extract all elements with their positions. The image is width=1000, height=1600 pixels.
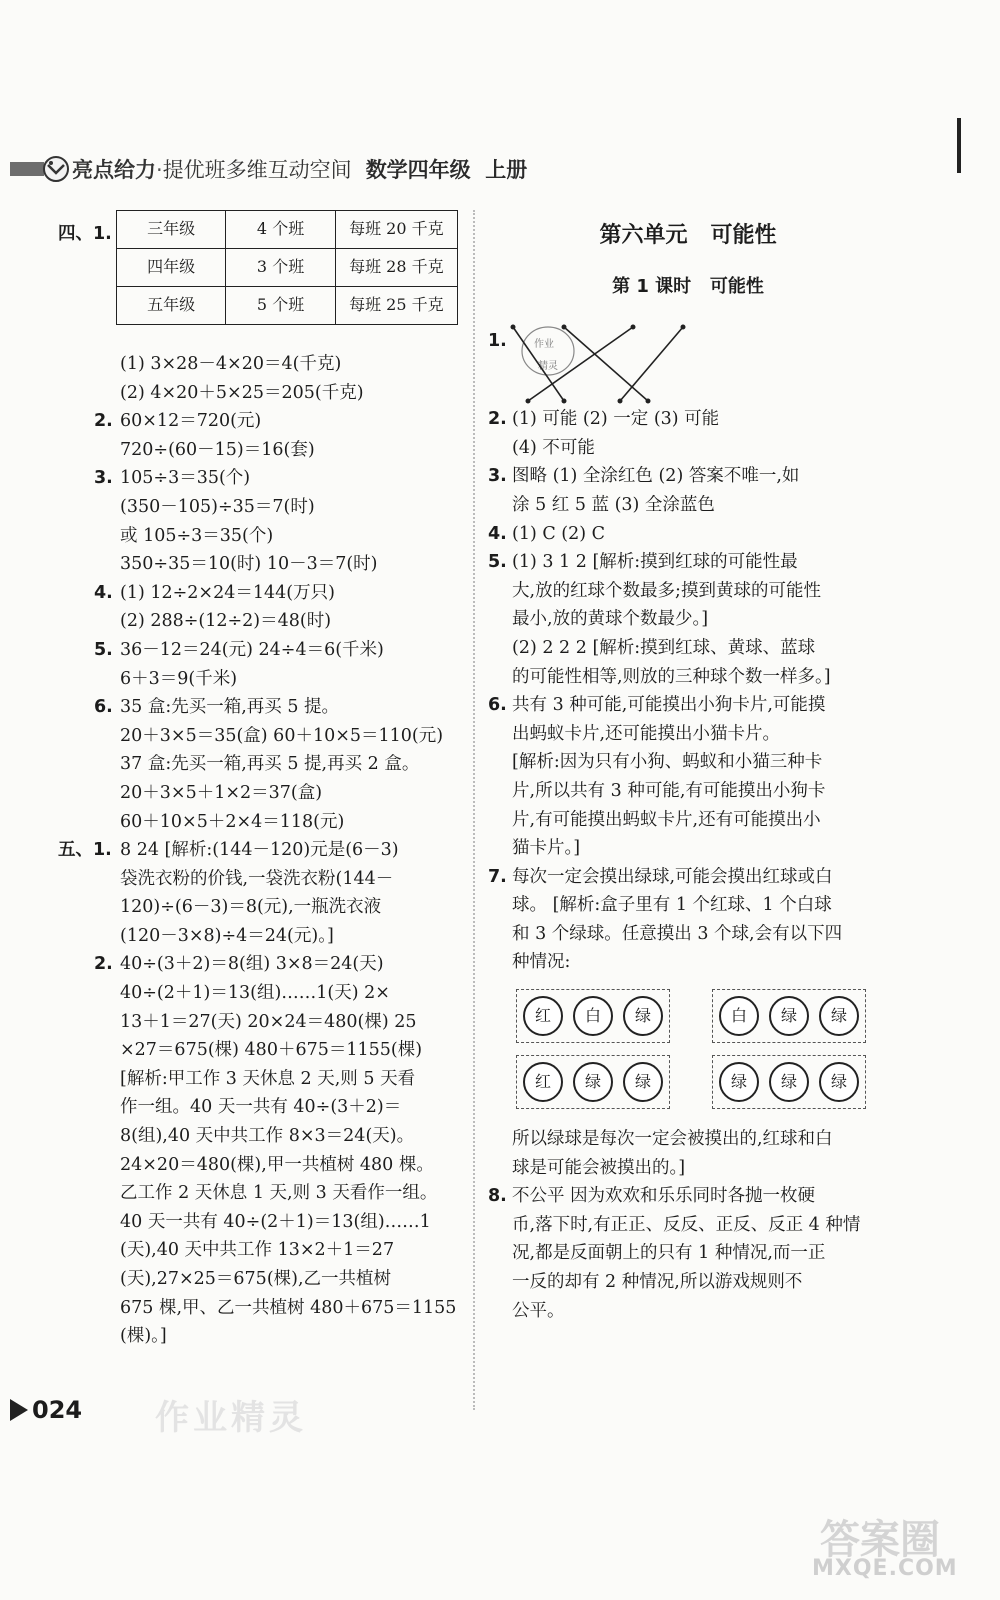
match-dot — [681, 325, 686, 330]
table-cell: 3 个班 — [226, 249, 335, 287]
answer-line: 720÷(60－15)＝16(套) — [120, 439, 315, 460]
question-number: 6. — [488, 695, 507, 716]
table-cell: 4 个班 — [226, 211, 335, 249]
ball-diagram — [488, 983, 888, 1125]
match-dot — [526, 399, 531, 404]
question-2 — [488, 405, 888, 434]
answer-line: 片,有可能摸出蚂蚁卡片,还有可能摸出小 — [512, 809, 821, 830]
ball-group — [516, 989, 670, 1043]
answer-line: 的可能性相等,则放的三种球个数一样多。] — [512, 666, 831, 687]
matching-diagram — [488, 319, 888, 405]
header-grade: 数学四年级 上册 — [365, 158, 528, 182]
answer-line: 球。 [解析:盒子里有 1 个红球、1 个白球 — [512, 895, 832, 916]
section-4-label: 四、1. — [58, 224, 112, 244]
question-8 — [488, 1182, 888, 1211]
answer-line: 出蚂蚁卡片,还可能摸出小猫卡片。 — [512, 723, 781, 744]
match-dot — [618, 399, 623, 404]
watermark-url: MXQE.COM — [812, 1556, 958, 1581]
answer-line: 37 盒:先买一箱,再买 5 提,再买 2 盒。 — [120, 754, 420, 775]
question-3 — [58, 464, 458, 493]
right-column — [488, 210, 888, 1325]
answer-line: 36－12＝24(元) 24÷4＝6(千米) — [120, 639, 384, 660]
answer-line: 片,所以共有 3 种可能,有可能摸出小狗卡 — [512, 780, 826, 801]
answer-line: (天),40 天中共工作 13×2＋1＝27 — [120, 1240, 395, 1261]
answer-line: 40 天一共有 40÷(2＋1)＝13(组)……1 — [120, 1211, 431, 1232]
answer-line: 或 105÷3＝35(个) — [120, 525, 274, 546]
data-table — [116, 210, 458, 325]
question-number: 5. — [94, 639, 113, 660]
answer-line: 120)÷(6－3)＝8(元),一瓶洗衣液 — [120, 897, 382, 918]
section-5-label: 五、1. — [58, 840, 112, 861]
answer-line: 图略 (1) 全涂红色 (2) 答案不唯一,如 — [512, 466, 800, 487]
answer-line: (1) C (2) C — [512, 523, 606, 544]
table-cell: 5 个班 — [226, 287, 335, 325]
stamp-text-2: 精灵 — [538, 361, 558, 373]
match-line — [528, 327, 633, 401]
question-number: 2. — [94, 954, 113, 975]
table-cell: 每班 20 千克 — [335, 211, 457, 249]
question-number: 1. — [488, 331, 507, 352]
answer-line: 袋洗衣粉的价钱,一袋洗衣粉(144－ — [120, 868, 394, 889]
ball-group — [712, 1055, 866, 1109]
table-cell: 五年级 — [117, 287, 226, 325]
question-number: 6. — [94, 697, 113, 718]
answer-line: 13＋1＝27(天) 20×24＝480(棵) 25 — [120, 1011, 417, 1032]
answer-line: 20＋3×5＋1×2＝37(盒) — [120, 782, 323, 803]
header-title — [72, 154, 527, 184]
question-number: 2. — [94, 411, 113, 432]
answer-line: 105÷3＝35(个) — [120, 468, 251, 489]
stamp-text-1: 作业 — [534, 339, 554, 351]
page-number — [10, 1396, 82, 1424]
answer-line: 作一组。40 天一共有 40÷(3＋2)＝ — [120, 1097, 402, 1118]
ball: 红 — [523, 1062, 563, 1102]
answer-line: (4) 不可能 — [512, 437, 595, 458]
answer-line: 60×12＝720(元) — [120, 411, 262, 432]
answer-line: 球是可能会被摸出的。] — [512, 1157, 686, 1178]
ball: 绿 — [573, 1062, 613, 1102]
answer-line: 每次一定会摸出绿球,可能会摸出红球或白 — [512, 866, 833, 887]
question-5 — [58, 636, 458, 665]
answer-line: 40÷(2＋1)＝13(组)……1(天) 2× — [120, 983, 390, 1004]
ball: 绿 — [819, 996, 859, 1036]
question-number: 2. — [488, 409, 507, 430]
answer-line: 最小,放的黄球个数最少。] — [512, 609, 709, 630]
answer-line: 35 盒:先买一箱,再买 5 提。 — [120, 697, 340, 718]
question-2 — [58, 407, 458, 436]
answer-line: (120－3×8)÷4＝24(元)。] — [120, 925, 334, 946]
page-number-text: 024 — [32, 1396, 83, 1424]
table-cell: 四年级 — [117, 249, 226, 287]
ball: 绿 — [623, 1062, 663, 1102]
left-column — [58, 210, 458, 1351]
table-row — [117, 249, 458, 287]
ball-group — [516, 1055, 670, 1109]
question-3 — [488, 462, 888, 491]
ball: 绿 — [769, 1062, 809, 1102]
unit-title: 第六单元 可能性 — [599, 223, 777, 248]
answer-line: (1) 可能 (2) 一定 (3) 可能 — [512, 409, 720, 430]
answer-line: ×27＝675(棵) 480＋675＝1155(棵) — [120, 1040, 423, 1061]
question-5 — [488, 548, 888, 577]
header-subtitle: 提优班多维互动空间 — [162, 158, 352, 182]
table-cell: 每班 25 千克 — [335, 287, 457, 325]
answer-line: 不公平 因为欢欢和乐乐同时各抛一枚硬 — [512, 1186, 816, 1207]
answer-line: 猫卡片。] — [512, 838, 581, 859]
answer-line: 公平。 — [512, 1300, 565, 1321]
answer-line: 8 24 [解析:(144－120)元是(6－3) — [120, 840, 399, 861]
answer-line: [解析:甲工作 3 天休息 2 天,则 5 天看 — [120, 1068, 416, 1089]
question-6 — [58, 693, 458, 722]
answer-line: (2) 4×20＋5×25＝205(千克) — [120, 382, 364, 403]
answer-line: 6＋3＝9(千米) — [120, 668, 238, 689]
header-brand: 亮点给力 — [72, 158, 156, 182]
answer-line: 况,都是反面朝上的只有 1 种情况,而一正 — [512, 1243, 826, 1264]
section-5-q1 — [58, 836, 458, 865]
answer-line: [解析:因为只有小狗、蚂蚁和小猫三种卡 — [512, 752, 823, 773]
question-number: 4. — [488, 523, 507, 544]
table-cell: 三年级 — [117, 211, 226, 249]
answer-line: 8(组),40 天中共工作 8×3＝24(天)。 — [120, 1126, 415, 1147]
lesson-title: 第 1 课时 可能性 — [612, 275, 764, 297]
answer-line: 24×20＝480(棵),甲一共植树 480 棵。 — [120, 1154, 434, 1175]
answer-line: (1) 3 1 2 [解析:摸到红球的可能性最 — [512, 552, 798, 573]
section-4-q1 — [58, 210, 458, 350]
column-divider — [473, 210, 475, 1410]
question-6 — [488, 691, 888, 720]
answer-line: (1) 3×28－4×20＝4(千克) — [120, 354, 342, 374]
answer-line: 共有 3 种可能,可能摸出小狗卡片,可能摸 — [512, 695, 826, 716]
question-4 — [488, 520, 888, 549]
ball: 白 — [573, 996, 613, 1036]
match-line — [620, 327, 683, 401]
answer-line: (2) 2 2 2 [解析:摸到红球、黄球、蓝球 — [512, 637, 816, 658]
answer-line: 和 3 个绿球。任意摸出 3 个球,会有以下四 — [512, 923, 843, 944]
answer-line: 币,落下时,有正正、反反、正反、反正 4 种情 — [512, 1214, 861, 1235]
table-cell: 每班 28 千克 — [335, 249, 457, 287]
ball: 绿 — [719, 1062, 759, 1102]
question-7 — [488, 863, 888, 892]
answer-line: 350÷35＝10(时) 10－3＝7(时) — [120, 554, 378, 575]
brand-logo-icon — [10, 156, 70, 182]
question-number: 8. — [488, 1186, 507, 1207]
question-number: 4. — [94, 582, 113, 603]
answer-line: 所以绿球是每次一定会被摸出的,红球和白 — [512, 1129, 833, 1150]
table-row — [117, 287, 458, 325]
match-dot — [511, 325, 516, 330]
ball-group — [712, 989, 866, 1043]
question-number: 3. — [94, 468, 113, 489]
answer-line: 种情况: — [512, 952, 571, 973]
answer-line: 乙工作 2 天休息 1 天,则 3 天看作一组。 — [120, 1183, 438, 1204]
match-dot — [646, 399, 651, 404]
table-row — [117, 211, 458, 249]
matching-lines — [508, 319, 708, 405]
answer-line: 40÷(3＋2)＝8(组) 3×8＝24(天) — [120, 954, 384, 975]
play-triangle-icon — [10, 1399, 28, 1421]
page-header — [0, 150, 1000, 190]
section-5-q2 — [58, 950, 458, 979]
match-dot — [562, 325, 567, 330]
match-dot — [562, 399, 567, 404]
answer-line: (2) 288÷(12÷2)＝48(时) — [120, 611, 332, 632]
answer-line: (350－105)÷35＝7(时) — [120, 496, 315, 517]
answer-line: 20＋3×5＝35(盒) 60＋10×5＝110(元) — [120, 725, 444, 746]
question-4 — [58, 579, 458, 608]
ball: 红 — [523, 996, 563, 1036]
question-number: 3. — [488, 466, 507, 487]
ball: 绿 — [769, 996, 809, 1036]
watermark-logo: 答案圈 — [820, 1517, 940, 1563]
answer-line: 60＋10×5＋2×4＝118(元) — [120, 811, 345, 832]
answer-line: 675 棵,甲、乙一共植树 480＋675＝1155 — [120, 1297, 457, 1318]
answer-line: (天),27×25＝675(棵),乙一共植树 — [120, 1269, 392, 1289]
header-separator: · — [156, 158, 163, 182]
answer-line: (1) 12÷2×24＝144(万只) — [120, 582, 335, 603]
answer-line: 一反的却有 2 种情况,所以游戏规则不 — [512, 1272, 803, 1293]
answer-line: 涂 5 红 5 蓝 (3) 全涂蓝色 — [512, 494, 715, 515]
match-line — [513, 327, 564, 401]
question-number: 5. — [488, 552, 507, 573]
ball: 白 — [719, 996, 759, 1036]
watermark-text: 作业精灵 — [155, 1398, 307, 1438]
match-line — [564, 327, 648, 401]
answer-line: (棵)。] — [120, 1326, 167, 1347]
ball: 绿 — [819, 1062, 859, 1102]
answer-line: 大,放的红球个数最多;摸到黄球的可能性 — [512, 580, 821, 601]
question-number: 7. — [488, 866, 507, 887]
match-dot — [631, 325, 636, 330]
ball: 绿 — [623, 996, 663, 1036]
